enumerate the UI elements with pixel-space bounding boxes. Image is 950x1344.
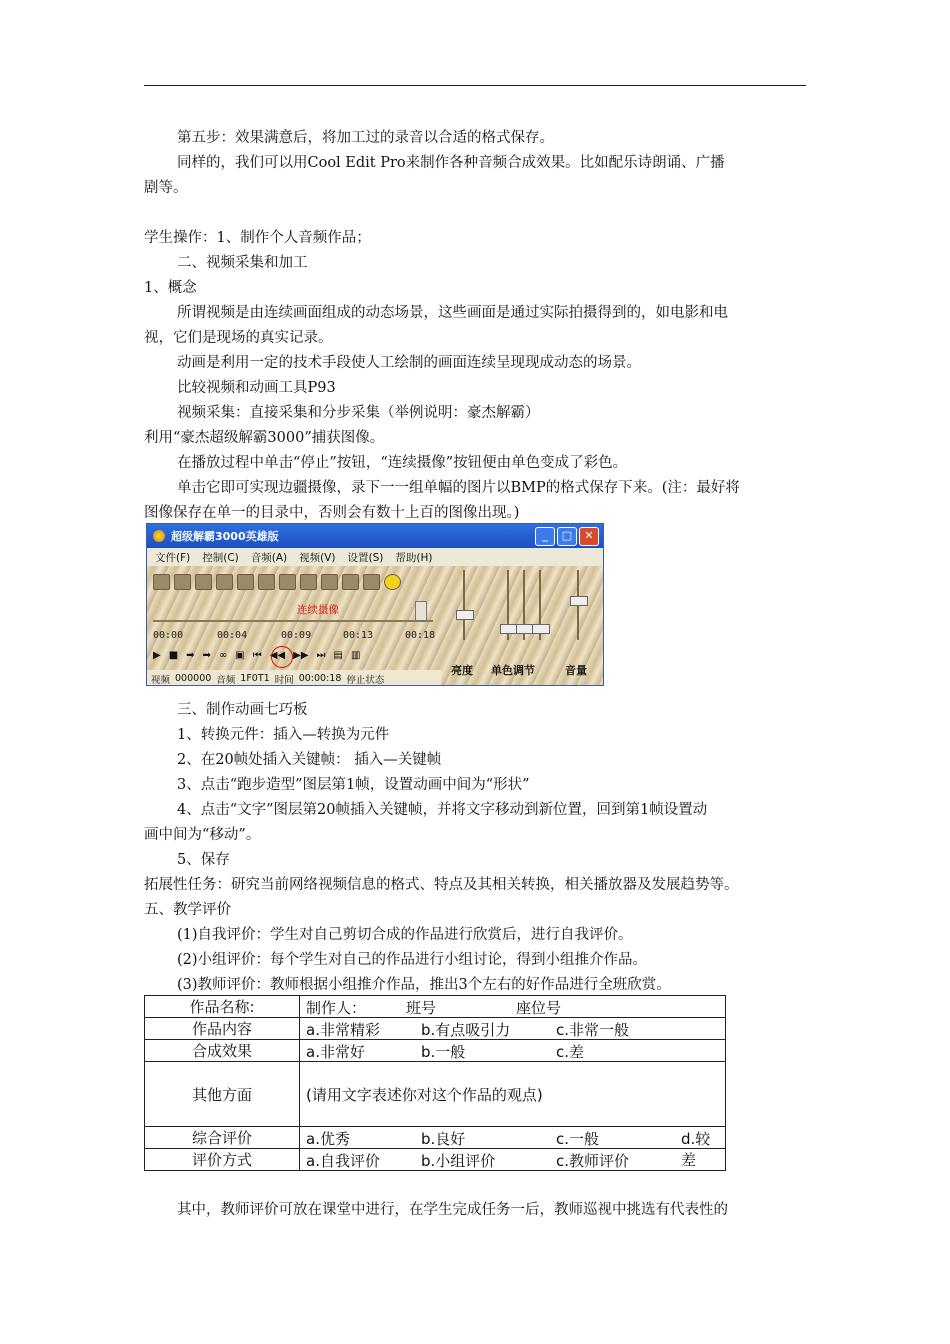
player-body <box>147 566 603 686</box>
time-tick: 00:09 <box>281 630 312 641</box>
row-label: 评价方式 <box>145 1149 300 1171</box>
status-field: 停止状态 <box>346 674 385 686</box>
status-bar <box>147 670 441 686</box>
status-field: 音频 <box>216 674 236 686</box>
status-field: 时间 <box>274 674 294 686</box>
status-field: 000000 <box>175 673 212 684</box>
paragraph-line: 图像保存在单一的目录中，否则会有数十上百的图像出现。) <box>144 505 520 521</box>
row-label: 作品名称: <box>145 996 300 1018</box>
volume-knob <box>570 596 588 606</box>
row-label: 作品内容 <box>145 1018 300 1040</box>
cell-text: 座位号 <box>516 998 562 1017</box>
paragraph-line: (3)教师评价：教师根据小组推介作品，推出3个左右的好作品进行全班欣赏。 <box>177 977 671 993</box>
paragraph-line: 3、点击“跑步造型”图层第1帧，设置动画中间为“形状” <box>177 777 530 793</box>
brightness-label: 亮度 <box>451 664 473 677</box>
time-tick: 00:13 <box>343 630 374 641</box>
transport-controls <box>153 650 360 661</box>
cell-text: d.较差 <box>681 1129 711 1169</box>
prev-icon: ⏮ <box>252 650 262 661</box>
table-row <box>145 1018 726 1040</box>
row-label: 其他方面 <box>145 1062 300 1127</box>
cell-group <box>306 1019 719 1039</box>
image-icon: ▤ <box>333 650 343 661</box>
paragraph-line: 视频采集：直接采集和分步采集（举例说明：豪杰解霸） <box>177 405 540 421</box>
bars-icon: ▥ <box>350 650 361 661</box>
menu-item: 设置(S) <box>347 551 384 564</box>
cell-text: a.非常精彩 <box>306 1020 380 1039</box>
cell-text: b.良好 <box>421 1129 466 1148</box>
tool-icon <box>363 574 380 590</box>
folder-icon <box>174 574 191 590</box>
cell-group <box>306 1150 719 1170</box>
capture-highlight-circle <box>271 646 293 668</box>
table-row <box>145 1062 726 1127</box>
evaluation-table <box>144 995 726 1171</box>
range-icon <box>258 574 275 590</box>
cell-text: 制作人： <box>306 998 367 1017</box>
mono-adjust-label: 单色调节 <box>491 664 535 677</box>
paragraph-line: 利用“豪杰超级解霸3000”捕获图像。 <box>144 430 385 446</box>
paragraph-line: 动画是利用一定的技术手段使人工绘制的画面连续呈现现成动态的场景。 <box>177 355 641 371</box>
seek-track <box>153 612 433 622</box>
paragraph-line: 同样的，我们可以用Cool Edit Pro来制作各种音频合成效果。比如配乐诗朗诵、广播 <box>177 155 725 171</box>
status-field: 1F0T1 <box>240 673 270 684</box>
cell-text: c.非常一般 <box>556 1020 630 1039</box>
status-field: 00:00:18 <box>298 673 342 684</box>
play-icon: ▶ <box>153 650 161 661</box>
paragraph-line: 学生操作：1、制作个人音频作品； <box>144 230 371 246</box>
paragraph-line: 单击它即可实现边疆摄像，录下一一组单幅的图片以BMP的格式保存下来。(注：最好将 <box>177 480 740 496</box>
fast-forward-icon: ▶▶ <box>293 650 309 661</box>
status-field: 视频 <box>151 674 171 686</box>
paragraph-line: 拓展性任务：研究当前网络视频信息的格式、特点及其相关转换，相关播放器及发展趋势等。 <box>144 877 739 893</box>
cell-text: a.非常好 <box>306 1042 365 1061</box>
cell-text: b.有点吸引力 <box>421 1020 511 1039</box>
paragraph-line: 所谓视频是由连续画面组成的动态场景，这些画面是通过实际拍摄得到的，如电影和电 <box>177 305 728 321</box>
mono-knob-3 <box>532 624 550 634</box>
paragraph-line: 二、视频采集和加工 <box>177 255 308 271</box>
cell-text: c.教师评价 <box>556 1151 630 1170</box>
camera-icon <box>195 574 212 590</box>
row-content <box>300 996 726 1018</box>
paragraph-line: 5、保存 <box>177 852 230 868</box>
cell-text: 班号 <box>406 998 437 1017</box>
slider-panel <box>441 570 599 677</box>
tool-icon <box>342 574 359 590</box>
paragraph-line: 画中间为“移动”。 <box>144 827 261 843</box>
title-bar <box>147 524 603 548</box>
menu-item: 视频(V) <box>299 551 336 564</box>
cell-group <box>306 997 719 1017</box>
open-icon <box>153 574 170 590</box>
cell-group <box>306 1041 719 1061</box>
time-scale <box>153 630 443 644</box>
cell-group <box>306 1084 719 1104</box>
cell-text: (请用文字表述你对这个作品的观点) <box>306 1086 543 1104</box>
row-label: 合成效果 <box>145 1040 300 1062</box>
rewind-icon: ◀◀ <box>269 650 286 661</box>
close-icon: ✕ <box>579 527 599 546</box>
maximize-icon: □ <box>557 527 577 546</box>
menu-bar <box>147 548 603 566</box>
stop-icon: ■ <box>168 650 179 661</box>
table-row <box>145 1149 726 1171</box>
seek-thumb <box>415 601 427 621</box>
header-rule <box>144 85 806 86</box>
paragraph-line: 三、制作动画七巧板 <box>177 702 308 718</box>
smiley-icon <box>384 574 401 590</box>
cell-text: a.优秀 <box>306 1129 350 1148</box>
capture-icon: ▣ <box>235 650 245 661</box>
paragraph-line: (2)小组评价：每个学生对自己的作品进行小组讨论，得到小组推介作品。 <box>177 952 648 968</box>
color-icon <box>216 574 233 590</box>
row-content <box>300 1040 726 1062</box>
cell-text: c.一般 <box>556 1129 600 1148</box>
next-icon: ⏭ <box>316 650 326 661</box>
paragraph-line: (1)自我评价：学生对自己剪切合成的作品进行欣赏后，进行自我评价。 <box>177 927 633 943</box>
cell-text: a.自我评价 <box>306 1151 380 1170</box>
time-tick: 00:00 <box>153 630 184 641</box>
cell-text: b.一般 <box>421 1042 466 1061</box>
app-logo-icon <box>153 530 165 542</box>
continuous-capture-label: 连续摄像 <box>297 604 339 616</box>
menu-item: 帮助(H) <box>395 551 433 564</box>
menu-item: 音频(A) <box>250 551 288 564</box>
table-row <box>145 1127 726 1149</box>
time-tick: 00:18 <box>405 630 436 641</box>
row-content <box>300 1149 726 1171</box>
brightness-track <box>463 570 465 640</box>
row-label: 综合评价 <box>145 1127 300 1149</box>
paragraph-line: 视，它们是现场的真实记录。 <box>144 330 333 346</box>
paragraph-line: 五、教学评价 <box>144 902 231 918</box>
paragraph-line: 比较视频和动画工具P93 <box>177 380 336 396</box>
paragraph-line: 1、转换元件：插入—转换为元件 <box>177 727 390 743</box>
row-content <box>300 1062 726 1127</box>
menu-item: 文件(F) <box>155 551 191 564</box>
row-content <box>300 1018 726 1040</box>
toolbar <box>153 574 401 590</box>
cell-text: b.小组评价 <box>421 1151 496 1170</box>
tool-icon <box>321 574 338 590</box>
brightness-knob <box>456 610 474 620</box>
menu-item: 控制(C) <box>202 551 239 564</box>
paragraph-line: 在播放过程中单击“停止”按钮，“连续摄像”按钮便由单色变成了彩色。 <box>177 455 628 471</box>
fast-forward-icon: ➡ <box>202 650 211 661</box>
minimize-icon: _ <box>535 527 555 546</box>
cell-text: c.差 <box>556 1042 585 1061</box>
audio-icon <box>237 574 254 590</box>
window-title: 超级解霸3000英雄版 <box>171 530 279 543</box>
forward-icon: ➡ <box>186 650 195 661</box>
paragraph-line: 1、概念 <box>144 280 197 296</box>
paragraph-line: 4、点击“文字”图层第20帧插入关键帧，并将文字移动到新位置，回到第1帧设置动 <box>177 802 708 818</box>
player-window-screenshot <box>146 523 604 686</box>
table-row <box>145 1040 726 1062</box>
loop-icon: ∞ <box>218 650 228 661</box>
paragraph-line: 2、在20帧处插入关键帧： 插入—关键帧 <box>177 752 442 768</box>
volume-label: 音量 <box>565 664 587 677</box>
paragraph-line: 其中，教师评价可放在课堂中进行，在学生完成任务一后，教师巡视中挑选有代表性的 <box>177 1202 728 1218</box>
time-tick: 00:04 <box>217 630 248 641</box>
table-row <box>145 996 726 1018</box>
tool-icon <box>279 574 296 590</box>
tool-icon <box>300 574 317 590</box>
paragraph-line: 第五步：效果满意后，将加工过的录音以合适的格式保存。 <box>177 130 554 146</box>
paragraph-line: 剧等。 <box>144 180 188 196</box>
